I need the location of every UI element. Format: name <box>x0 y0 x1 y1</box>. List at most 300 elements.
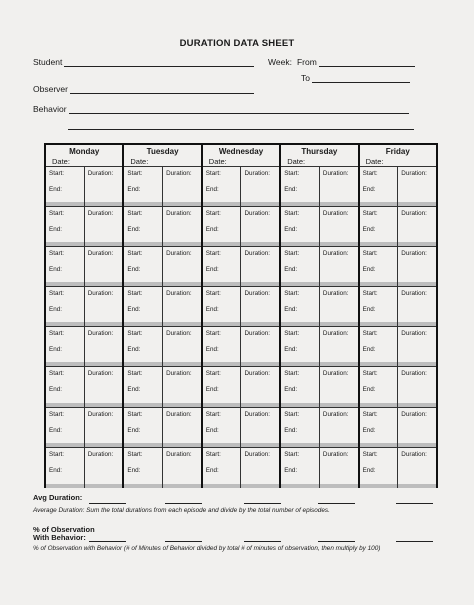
row-shade-band <box>281 443 319 447</box>
row-shade-band <box>398 403 436 407</box>
start-end-box[interactable] <box>203 207 242 246</box>
episode-cell[interactable] <box>203 207 279 247</box>
duration-box[interactable] <box>320 327 358 366</box>
end-label: End: <box>127 186 141 193</box>
duration-label: Duration: <box>322 450 349 458</box>
duration-label: Duration: <box>166 210 192 218</box>
episode-cell[interactable] <box>281 287 357 327</box>
duration-box[interactable] <box>398 408 436 447</box>
end-label: End: <box>362 386 376 394</box>
episode-cell[interactable] <box>203 448 279 488</box>
row-shade-band <box>85 202 123 206</box>
start-end-box[interactable] <box>281 207 320 246</box>
duration-box[interactable] <box>85 247 123 286</box>
row-shade-band <box>320 322 358 326</box>
start-end-box[interactable] <box>203 408 242 447</box>
episode-cell[interactable] <box>360 207 436 247</box>
from-input-line[interactable] <box>319 57 415 67</box>
duration-box[interactable] <box>163 207 201 246</box>
start-label: Start: <box>284 250 300 258</box>
duration-label: Duration: <box>166 170 192 177</box>
end-label: End: <box>362 226 376 234</box>
to-input-line[interactable] <box>312 73 410 83</box>
start-end-box[interactable] <box>281 327 320 366</box>
end-label: End: <box>127 426 141 434</box>
row-shade-band <box>203 484 241 488</box>
start-label: Start: <box>127 330 143 338</box>
row-shade-band <box>85 403 123 407</box>
start-end-box[interactable] <box>281 287 320 326</box>
end-label: End: <box>284 306 298 314</box>
episode-cell[interactable] <box>281 367 357 407</box>
row-shade-band <box>85 242 123 246</box>
row-shade-band <box>398 484 436 488</box>
row-shade-band <box>85 484 123 488</box>
row-shade-band <box>241 242 279 246</box>
row-shade-band <box>163 484 201 488</box>
start-end-box[interactable] <box>203 367 242 406</box>
duration-box[interactable] <box>163 167 201 206</box>
duration-label: Duration: <box>166 450 192 458</box>
date-label: Date: <box>130 157 149 166</box>
row-shade-band <box>360 202 398 206</box>
episode-cell[interactable] <box>46 448 122 488</box>
end-label: End: <box>362 466 376 474</box>
day-name: Thursday <box>301 147 338 156</box>
duration-box[interactable] <box>398 167 436 206</box>
start-end-box[interactable] <box>46 207 85 246</box>
episode-cell[interactable] <box>360 287 436 327</box>
episode-cell[interactable] <box>203 287 279 327</box>
date-label: Date: <box>208 157 227 166</box>
start-end-box[interactable] <box>360 367 399 406</box>
day-header <box>360 145 436 167</box>
start-end-box[interactable] <box>360 167 399 206</box>
start-end-box[interactable] <box>203 327 242 366</box>
end-label: End: <box>49 346 62 354</box>
start-label: Start: <box>362 210 378 218</box>
duration-box[interactable] <box>163 367 201 406</box>
duration-box[interactable] <box>163 327 201 366</box>
start-label: Start: <box>205 210 221 218</box>
episode-cell[interactable] <box>46 367 122 407</box>
end-label: End: <box>49 386 62 394</box>
date-label: Date: <box>52 157 70 166</box>
row-shade-band <box>124 443 162 447</box>
start-end-box[interactable] <box>360 287 399 326</box>
row-shade-band <box>46 443 84 447</box>
start-label: Start: <box>362 370 378 378</box>
episode-cell[interactable] <box>203 167 279 207</box>
duration-box[interactable] <box>241 367 279 406</box>
day-name: Tuesday <box>146 147 179 156</box>
start-end-box[interactable] <box>46 287 85 326</box>
duration-label: Duration: <box>244 370 271 378</box>
duration-label: Duration: <box>322 410 349 418</box>
end-label: End: <box>284 186 298 193</box>
end-label: End: <box>205 386 219 394</box>
row-shade-band <box>398 242 436 246</box>
row-shade-band <box>124 322 162 326</box>
end-label: End: <box>49 186 62 193</box>
day-header <box>281 145 357 167</box>
start-label: Start: <box>362 330 378 338</box>
duration-box[interactable] <box>241 167 279 206</box>
duration-box[interactable] <box>241 247 279 286</box>
start-end-box[interactable] <box>124 207 163 246</box>
duration-box[interactable] <box>85 327 123 366</box>
start-label: Start: <box>205 170 221 177</box>
start-end-box[interactable] <box>46 247 85 286</box>
duration-box[interactable] <box>241 448 279 488</box>
start-label: Start: <box>127 410 143 418</box>
start-end-box[interactable] <box>360 448 399 488</box>
end-label: End: <box>205 346 219 354</box>
week-label: Week: <box>268 57 292 67</box>
episode-cell[interactable] <box>124 207 200 247</box>
start-end-box[interactable] <box>281 408 320 447</box>
row-shade-band <box>320 362 358 366</box>
duration-box[interactable] <box>241 327 279 366</box>
start-end-box[interactable] <box>203 247 242 286</box>
start-end-box[interactable] <box>360 207 399 246</box>
row-shade-band <box>360 403 398 407</box>
pct-line-wednesday[interactable] <box>244 541 281 542</box>
duration-box[interactable] <box>320 167 358 206</box>
duration-label: Duration: <box>244 250 271 258</box>
episode-cell[interactable] <box>46 167 122 207</box>
start-label: Start: <box>284 290 300 298</box>
row-shade-band <box>46 484 84 488</box>
start-end-box[interactable] <box>124 367 163 406</box>
start-label: Start: <box>205 410 221 418</box>
pct-line-thursday[interactable] <box>318 541 355 542</box>
duration-box[interactable] <box>320 448 358 488</box>
start-label: Start: <box>362 410 378 418</box>
row-shade-band <box>241 202 279 206</box>
row-shade-band <box>85 322 123 326</box>
episode-cell[interactable] <box>281 207 357 247</box>
start-end-box[interactable] <box>46 367 85 406</box>
episode-cell[interactable] <box>281 327 357 367</box>
row-shade-band <box>203 202 241 206</box>
row-shade-band <box>398 362 436 366</box>
day-column-monday <box>46 145 122 488</box>
duration-label: Duration: <box>244 450 271 458</box>
episode-cell[interactable] <box>360 247 436 287</box>
duration-label: Duration: <box>244 330 271 338</box>
episode-cell[interactable] <box>360 167 436 207</box>
end-label: End: <box>205 226 219 234</box>
episode-cell[interactable] <box>203 247 279 287</box>
duration-label: Duration: <box>322 290 349 298</box>
end-label: End: <box>205 186 219 193</box>
start-label: Start: <box>284 410 300 418</box>
end-label: End: <box>362 346 376 354</box>
start-label: Start: <box>49 370 65 378</box>
duration-box[interactable] <box>320 408 358 447</box>
duration-box[interactable] <box>320 287 358 326</box>
row-shade-band <box>320 202 358 206</box>
episode-cell[interactable] <box>124 247 200 287</box>
duration-box[interactable] <box>85 287 123 326</box>
row-shade-band <box>360 362 398 366</box>
duration-box[interactable] <box>241 287 279 326</box>
duration-box[interactable] <box>398 367 436 406</box>
row-shade-band <box>46 403 84 407</box>
duration-box[interactable] <box>85 448 123 488</box>
duration-box[interactable] <box>163 448 201 488</box>
start-label: Start: <box>205 370 221 378</box>
start-end-box[interactable] <box>124 247 163 286</box>
row-shade-band <box>46 202 84 206</box>
duration-box[interactable] <box>85 408 123 447</box>
duration-box[interactable] <box>398 207 436 246</box>
episode-cell[interactable] <box>46 327 122 367</box>
end-label: End: <box>362 186 376 193</box>
episode-cell[interactable] <box>281 167 357 207</box>
start-end-box[interactable] <box>124 408 163 447</box>
duration-label: Duration: <box>322 370 349 378</box>
episode-cell[interactable] <box>46 247 122 287</box>
duration-box[interactable] <box>85 167 123 206</box>
row-shade-band <box>203 242 241 246</box>
start-end-box[interactable] <box>281 247 320 286</box>
row-shade-band <box>241 484 279 488</box>
row-shade-band <box>281 484 319 488</box>
observer-input-line[interactable] <box>70 84 254 94</box>
row-shade-band <box>46 362 84 366</box>
row-shade-band <box>46 242 84 246</box>
episode-cell[interactable] <box>281 408 357 448</box>
end-label: End: <box>127 346 141 354</box>
start-label: Start: <box>284 450 300 458</box>
start-label: Start: <box>127 170 143 177</box>
row-shade-band <box>281 322 319 326</box>
episode-cell[interactable] <box>124 408 200 448</box>
start-end-box[interactable] <box>46 167 85 206</box>
row-shade-band <box>360 242 398 246</box>
row-shade-band <box>163 362 201 366</box>
episode-cell[interactable] <box>360 408 436 448</box>
duration-box[interactable] <box>320 367 358 406</box>
duration-label: Duration: <box>87 330 114 338</box>
row-shade-band <box>320 484 358 488</box>
end-label: End: <box>362 266 376 274</box>
episode-cell[interactable] <box>46 287 122 327</box>
end-label: End: <box>205 466 219 474</box>
duration-box[interactable] <box>163 408 201 447</box>
row-shade-band <box>281 202 319 206</box>
pct-observation-description: % of Observation with Behavior (# of Minutes of Behavior divided by total # of minutes of observation, then multiply by 100) <box>33 545 381 552</box>
behavior-input-line-2[interactable] <box>68 129 414 130</box>
episode-cell[interactable] <box>124 448 200 488</box>
start-label: Start: <box>362 290 378 298</box>
page-title: DURATION DATA SHEET <box>179 38 295 49</box>
duration-box[interactable] <box>163 287 201 326</box>
student-input-line[interactable] <box>64 57 254 67</box>
duration-label: Duration: <box>401 370 427 378</box>
start-end-box[interactable] <box>46 448 85 488</box>
duration-box[interactable] <box>398 448 436 488</box>
end-label: End: <box>49 466 62 474</box>
end-label: End: <box>127 226 141 234</box>
pct-line-monday[interactable] <box>89 541 126 542</box>
day-column-friday <box>360 145 436 488</box>
duration-label: Duration: <box>401 250 427 258</box>
end-label: End: <box>205 306 219 314</box>
episode-cell[interactable] <box>360 327 436 367</box>
start-label: Start: <box>127 450 143 458</box>
duration-label: Duration: <box>87 410 114 418</box>
duration-label: Duration: <box>322 330 349 338</box>
end-label: End: <box>205 426 219 434</box>
duration-box[interactable] <box>163 247 201 286</box>
behavior-input-line[interactable] <box>69 104 409 114</box>
start-end-box[interactable] <box>281 448 320 488</box>
student-field <box>33 57 254 67</box>
duration-label: Duration: <box>166 290 192 298</box>
start-label: Start: <box>127 210 143 218</box>
start-end-box[interactable] <box>360 327 399 366</box>
episode-cell[interactable] <box>203 367 279 407</box>
behavior-label: Behavior <box>33 104 67 114</box>
start-label: Start: <box>49 330 65 338</box>
row-shade-band <box>281 403 319 407</box>
row-shade-band <box>398 443 436 447</box>
duration-box[interactable] <box>241 408 279 447</box>
row-shade-band <box>281 242 319 246</box>
end-label: End: <box>284 266 298 274</box>
row-shade-band <box>163 242 201 246</box>
date-label: Date: <box>365 157 384 166</box>
episode-cell[interactable] <box>124 167 200 207</box>
end-label: End: <box>284 466 298 474</box>
start-end-box[interactable] <box>360 408 399 447</box>
duration-box[interactable] <box>398 327 436 366</box>
row-shade-band <box>85 362 123 366</box>
episode-cell[interactable] <box>360 448 436 488</box>
start-end-box[interactable] <box>203 167 242 206</box>
row-shade-band <box>203 443 241 447</box>
pct-line-tuesday[interactable] <box>165 541 202 542</box>
avg-duration-line-thursday[interactable] <box>318 503 355 504</box>
start-end-box[interactable] <box>281 167 320 206</box>
avg-duration-line-friday[interactable] <box>396 503 433 504</box>
start-end-box[interactable] <box>281 367 320 406</box>
row-shade-band <box>163 443 201 447</box>
duration-box[interactable] <box>85 207 123 246</box>
start-label: Start: <box>49 290 65 298</box>
episode-cell[interactable] <box>281 448 357 488</box>
week-from-field <box>268 57 415 67</box>
episode-cell[interactable] <box>203 408 279 448</box>
row-shade-band <box>241 282 279 286</box>
start-label: Start: <box>362 250 378 258</box>
start-label: Start: <box>284 170 300 177</box>
start-label: Start: <box>362 170 378 177</box>
duration-box[interactable] <box>241 207 279 246</box>
end-label: End: <box>284 346 298 354</box>
duration-label: Duration: <box>401 450 427 458</box>
start-label: Start: <box>49 170 65 177</box>
start-end-box[interactable] <box>203 448 242 488</box>
duration-label: Duration: <box>166 330 192 338</box>
episode-cell[interactable] <box>46 408 122 448</box>
duration-box[interactable] <box>398 287 436 326</box>
end-label: End: <box>49 426 62 434</box>
duration-box[interactable] <box>85 367 123 406</box>
start-end-box[interactable] <box>203 287 242 326</box>
episode-cell[interactable] <box>124 287 200 327</box>
day-name: Monday <box>69 147 100 156</box>
row-shade-band <box>320 282 358 286</box>
episode-cell[interactable] <box>124 327 200 367</box>
end-label: End: <box>49 226 62 234</box>
duration-box[interactable] <box>398 247 436 286</box>
student-label: Student <box>33 57 63 67</box>
duration-label: Duration: <box>87 170 114 177</box>
date-label: Date: <box>287 157 306 166</box>
duration-label: Duration: <box>244 290 271 298</box>
episode-cell[interactable] <box>281 247 357 287</box>
duration-label: Duration: <box>322 170 349 177</box>
row-shade-band <box>124 202 162 206</box>
end-label: End: <box>127 306 141 314</box>
episode-cell[interactable] <box>360 367 436 407</box>
episode-cell[interactable] <box>46 207 122 247</box>
start-end-box[interactable] <box>46 327 85 366</box>
row-shade-band <box>124 282 162 286</box>
duration-label: Duration: <box>401 210 427 218</box>
avg-duration-line-wednesday[interactable] <box>244 503 281 504</box>
start-end-box[interactable] <box>124 167 163 206</box>
row-shade-band <box>360 282 398 286</box>
start-end-box[interactable] <box>124 327 163 366</box>
duration-label: Duration: <box>87 450 114 458</box>
start-end-box[interactable] <box>360 247 399 286</box>
episode-cell[interactable] <box>203 327 279 367</box>
end-label: End: <box>127 386 141 394</box>
start-label: Start: <box>49 410 65 418</box>
row-shade-band <box>398 282 436 286</box>
row-shade-band <box>241 443 279 447</box>
row-shade-band <box>241 403 279 407</box>
start-end-box[interactable] <box>46 408 85 447</box>
row-shade-band <box>163 322 201 326</box>
duration-box[interactable] <box>320 247 358 286</box>
row-shade-band <box>360 322 398 326</box>
pct-line-friday[interactable] <box>396 541 433 542</box>
avg-duration-line-monday[interactable] <box>89 503 126 504</box>
row-shade-band <box>163 202 201 206</box>
duration-label: Duration: <box>322 250 349 258</box>
duration-label: Duration: <box>244 210 271 218</box>
episode-cell[interactable] <box>124 367 200 407</box>
duration-label: Duration: <box>244 410 271 418</box>
avg-duration-label: Avg Duration: <box>33 493 83 502</box>
start-end-box[interactable] <box>124 287 163 326</box>
avg-duration-line-tuesday[interactable] <box>165 503 202 504</box>
start-end-box[interactable] <box>124 448 163 488</box>
end-label: End: <box>127 466 141 474</box>
duration-box[interactable] <box>320 207 358 246</box>
from-label: From <box>296 57 317 67</box>
duration-label: Duration: <box>87 250 114 258</box>
end-label: End: <box>127 266 141 274</box>
row-shade-band <box>85 443 123 447</box>
start-label: Start: <box>205 450 221 458</box>
